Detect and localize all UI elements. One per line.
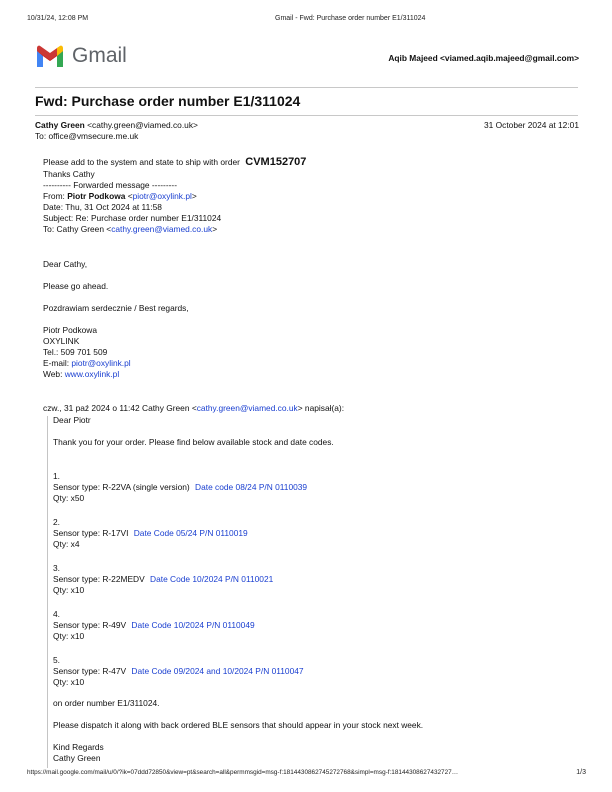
reply-body: Please go ahead.: [43, 281, 109, 291]
quoted-greeting: Dear Piotr: [53, 415, 91, 425]
fwd-to-email-link[interactable]: cathy.green@viamed.co.uk: [111, 224, 213, 234]
item-sensor: Sensor type: R-17VI: [53, 528, 129, 538]
quoted-signature-name: Cathy Green: [53, 753, 101, 763]
item-codes: Date Code 10/2024 P/N 0110021: [150, 574, 274, 584]
forwarded-from: From: Piotr Podkowa <piotr@oxylink.pl>: [43, 191, 197, 201]
sig-email-label: E-mail:: [43, 358, 72, 368]
reply-greeting: Dear Cathy,: [43, 259, 88, 269]
item-qty: Qty: x10: [53, 585, 85, 595]
dispatch-line: Please dispatch it along with back ordered BLE sensors that should appear in your stock next week.: [53, 720, 424, 730]
item-number: 2.: [53, 517, 60, 527]
order-reference: CVM152707: [245, 156, 307, 168]
sender-name: Cathy Green: [35, 120, 85, 130]
item-number: 5.: [53, 655, 60, 665]
forwarded-divider: ---------- Forwarded message ---------: [43, 180, 177, 190]
item-sensor-line: [53, 482, 307, 493]
intro-line: [43, 157, 306, 168]
signature-web: [43, 369, 119, 380]
sender: [35, 120, 198, 131]
fwd-from-email-link[interactable]: piotr@oxylink.pl: [132, 191, 192, 201]
item-sensor: Sensor type: R-47V: [53, 666, 127, 676]
thanks-line: Thanks Cathy: [43, 169, 95, 179]
print-footer-url: https://mail.google.com/mail/u/0/?ik=07ddd72850&view=pt&search=all&permmsgid=msg-f:1814430862745272768&simpl=msg-f:18144308627432727…: [27, 769, 459, 776]
quoted-intro: Thank you for your order. Please find below available stock and date codes.: [53, 437, 334, 447]
recipient: To: office@vmsecure.me.uk: [35, 131, 139, 141]
signature-name: Piotr Podkowa: [43, 325, 97, 335]
signature-company: OXYLINK: [43, 336, 80, 346]
gmail-wordmark: Gmail: [72, 44, 127, 67]
kind-regards: Kind Regards: [53, 742, 104, 752]
quote-header-email-link[interactable]: cathy.green@viamed.co.uk: [196, 403, 298, 413]
item-qty: Qty: x50: [53, 493, 85, 503]
sig-email-link[interactable]: piotr@oxylink.pl: [71, 358, 131, 368]
item-qty: Qty: x10: [53, 631, 85, 641]
item-sensor: Sensor type: R-49V: [53, 620, 127, 630]
item-sensor-line: [53, 574, 273, 585]
intro-text: Please add to the system and state to ship with order: [43, 157, 240, 167]
forwarded-date: Date: Thu, 31 Oct 2024 at 11:58: [43, 202, 162, 212]
print-page-title: Gmail - Fwd: Purchase order number E1/311024: [275, 15, 426, 22]
item-qty: Qty: x4: [53, 539, 80, 549]
forwarded-to: To: Cathy Green <cathy.green@viamed.co.uk>: [43, 224, 218, 234]
message-date: 31 October 2024 at 12:01: [484, 120, 579, 130]
item-codes: Date Code 09/2024 and 10/2024 P/N 0110047: [131, 666, 304, 676]
sig-web-label: Web:: [43, 369, 65, 379]
item-sensor: Sensor type: R-22VA (single version): [53, 482, 190, 492]
quote-bar: [47, 416, 48, 768]
print-page-number: 1/3: [576, 769, 586, 776]
subject-divider: [35, 115, 578, 116]
sender-email: <cathy.green@viamed.co.uk>: [87, 120, 198, 130]
item-codes: Date code 08/24 P/N 0110039: [195, 482, 308, 492]
forwarded-subject: Subject: Re: Purchase order number E1/311024: [43, 213, 222, 223]
signature-tel: Tel.: 509 701 509: [43, 347, 108, 357]
print-datetime: 10/31/24, 12:08 PM: [27, 15, 89, 22]
item-number: 4.: [53, 609, 60, 619]
item-number: 3.: [53, 563, 60, 573]
email-subject: Fwd: Purchase order number E1/311024: [35, 93, 301, 109]
gmail-logo-icon: [35, 45, 65, 69]
fwd-to-label: To: Cathy Green <: [43, 224, 112, 234]
item-codes: Date Code 10/2024 P/N 0110049: [131, 620, 255, 630]
fwd-from-label: From:: [43, 191, 68, 201]
fwd-from-name: Piotr Podkowa: [67, 191, 126, 201]
sig-web-link[interactable]: www.oxylink.pl: [64, 369, 120, 379]
quote-header: [43, 403, 344, 414]
item-codes: Date Code 05/24 P/N 0110019: [133, 528, 248, 538]
account-email: Aqib Majeed <viamed.aqib.majeed@gmail.com>: [388, 53, 579, 63]
reply-signoff: Pozdrawiam serdecznie / Best regards,: [43, 303, 189, 313]
header-divider: [35, 87, 578, 88]
item-qty: Qty: x10: [53, 677, 85, 687]
quote-header-suffix: > napisał(a):: [297, 403, 345, 413]
order-line: on order number E1/311024.: [53, 698, 160, 708]
item-sensor-line: [53, 666, 304, 677]
item-number: 1.: [53, 471, 60, 481]
item-sensor-line: [53, 528, 248, 539]
item-sensor: Sensor type: R-22MEDV: [53, 574, 145, 584]
item-sensor-line: [53, 620, 255, 631]
quote-header-prefix: czw., 31 paź 2024 o 11:42 Cathy Green <: [43, 403, 197, 413]
signature-email: [43, 358, 131, 369]
